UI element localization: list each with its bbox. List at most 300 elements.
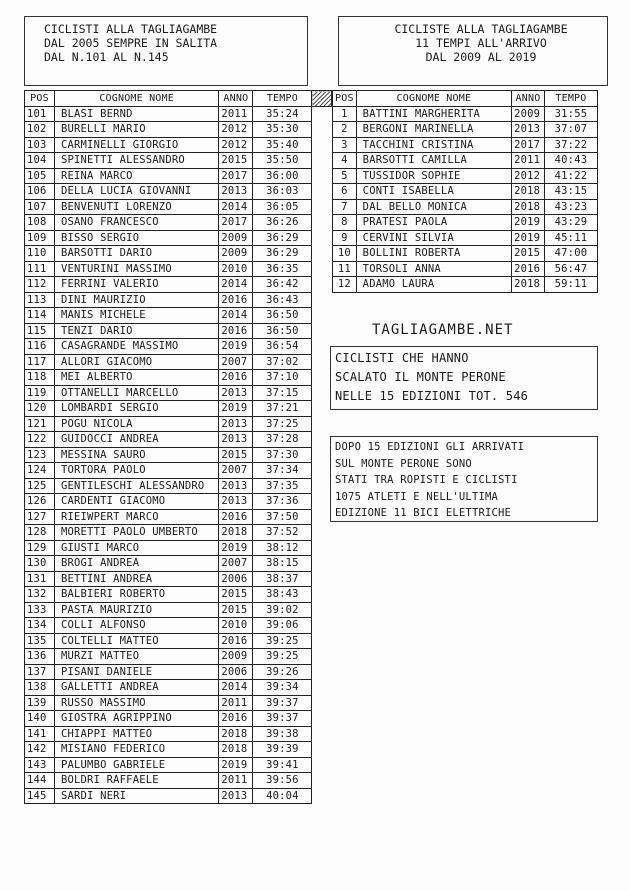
- row-name: PALUMBO GABRIELE: [54, 757, 218, 773]
- row-name: OSANO FRANCESCO: [54, 215, 218, 231]
- row-name: CARDENTI GIACOMO: [54, 494, 218, 510]
- perone-note-line: CICLISTI CHE HANNO: [335, 351, 469, 365]
- row-spacer: [312, 664, 332, 680]
- editions-note-line: EDIZIONE 11 BICI ELETTRICHE: [335, 507, 512, 519]
- row-name: TACCHINI CRISTINA: [356, 137, 511, 153]
- table-row: [25, 215, 332, 231]
- row-position: 118: [25, 370, 55, 386]
- row-spacer: [312, 711, 332, 727]
- row-position: 131: [25, 571, 55, 587]
- table-row: [25, 788, 332, 804]
- row-name: BARSOTTI CAMILLA: [356, 153, 511, 169]
- row-year: 2016: [219, 323, 253, 339]
- row-spacer: [312, 184, 332, 200]
- row-year: 2009: [219, 230, 253, 246]
- row-year: 2011: [512, 153, 545, 169]
- table-row: [333, 106, 598, 122]
- perone-note-line: SCALATO IL MONTE PERONE: [335, 370, 506, 384]
- row-time: 37:15: [253, 385, 312, 401]
- row-year: 2013: [219, 494, 253, 510]
- row-year: 2015: [219, 153, 253, 169]
- row-position: 113: [25, 292, 55, 308]
- row-time: 37:25: [253, 416, 312, 432]
- row-time: 35:40: [253, 137, 312, 153]
- table-header-row: [333, 91, 598, 107]
- row-spacer: [312, 168, 332, 184]
- table-row: [25, 199, 332, 215]
- row-spacer: [312, 292, 332, 308]
- row-spacer: [312, 277, 332, 293]
- row-time: 39:25: [253, 649, 312, 665]
- left-title-line: CICLISTI ALLA TAGLIAGAMBE: [44, 22, 218, 36]
- table-row: [333, 168, 598, 184]
- row-time: 36:26: [253, 215, 312, 231]
- row-time: 37:50: [253, 509, 312, 525]
- table-row: [333, 246, 598, 262]
- row-time: 36:43: [253, 292, 312, 308]
- row-year: 2018: [512, 277, 545, 293]
- row-time: 36:42: [253, 277, 312, 293]
- row-time: 47:00: [544, 246, 597, 262]
- row-position: 127: [25, 509, 55, 525]
- left-title-line: DAL 2005 SEMPRE IN SALITA: [44, 36, 218, 50]
- row-time: 39:39: [253, 742, 312, 758]
- row-name: ADAMO LAURA: [356, 277, 511, 293]
- row-time: 37:07: [544, 122, 597, 138]
- row-name: BOLLINI ROBERTA: [356, 246, 511, 262]
- table-row: [25, 385, 332, 401]
- row-position: 12: [333, 277, 357, 293]
- row-time: 45:11: [544, 230, 597, 246]
- row-time: 39:37: [253, 695, 312, 711]
- row-spacer: [312, 339, 332, 355]
- table-row: [25, 664, 332, 680]
- row-year: 2016: [219, 633, 253, 649]
- table-row: [25, 292, 332, 308]
- row-year: 2006: [219, 664, 253, 680]
- row-time: 38:15: [253, 556, 312, 572]
- row-name: DAL BELLO MONICA: [356, 199, 511, 215]
- row-year: 2014: [219, 199, 253, 215]
- right-title-line: CICLISTE ALLA TAGLIAGAMBE: [394, 22, 568, 36]
- row-time: 37:22: [544, 137, 597, 153]
- row-year: 2009: [219, 649, 253, 665]
- row-spacer: [312, 215, 332, 231]
- row-year: 2015: [219, 447, 253, 463]
- row-position: 141: [25, 726, 55, 742]
- row-spacer: [312, 230, 332, 246]
- row-time: 36:29: [253, 246, 312, 262]
- row-time: 35:24: [253, 106, 312, 122]
- table-row: [25, 106, 332, 122]
- row-name: GIOSTRA AGRIPPINO: [54, 711, 218, 727]
- table-row: [25, 509, 332, 525]
- editions-note-line: STATI TRA ROPISTI E CICLISTI: [335, 474, 518, 486]
- row-position: 122: [25, 432, 55, 448]
- row-position: 2: [333, 122, 357, 138]
- row-year: 2009: [512, 106, 545, 122]
- row-spacer: [312, 463, 332, 479]
- row-name: CERVINI SILVIA: [356, 230, 511, 246]
- row-position: 121: [25, 416, 55, 432]
- row-name: LOMBARDI SERGIO: [54, 401, 218, 417]
- row-year: 2013: [512, 122, 545, 138]
- row-time: 37:10: [253, 370, 312, 386]
- row-position: 134: [25, 618, 55, 634]
- row-position: 117: [25, 354, 55, 370]
- table-row: [25, 447, 332, 463]
- row-name: TENZI DARIO: [54, 323, 218, 339]
- row-year: 2012: [512, 168, 545, 184]
- row-year: 2019: [219, 540, 253, 556]
- row-name: CONTI ISABELLA: [356, 184, 511, 200]
- row-time: 40:04: [253, 788, 312, 804]
- row-name: TORSOLI ANNA: [356, 261, 511, 277]
- row-name: BATTINI MARGHERITA: [356, 106, 511, 122]
- row-position: 129: [25, 540, 55, 556]
- table-row: [25, 308, 332, 324]
- hatched-separator: [312, 91, 332, 107]
- row-position: 133: [25, 602, 55, 618]
- row-spacer: [312, 385, 332, 401]
- row-time: 37:02: [253, 354, 312, 370]
- table-row: [25, 277, 332, 293]
- women-table-body: [333, 106, 598, 292]
- row-year: 2013: [219, 416, 253, 432]
- row-spacer: [312, 587, 332, 603]
- row-spacer: [312, 122, 332, 138]
- row-spacer: [312, 261, 332, 277]
- table-row: [333, 215, 598, 231]
- row-time: 36:29: [253, 230, 312, 246]
- table-row: [25, 261, 332, 277]
- left-title: [44, 22, 314, 64]
- row-name: TUSSIDOR SOPHIE: [356, 168, 511, 184]
- row-name: TORTORA PAOLO: [54, 463, 218, 479]
- header-time: TEMPO: [253, 91, 312, 107]
- table-row: [25, 649, 332, 665]
- row-position: 135: [25, 633, 55, 649]
- row-position: 11: [333, 261, 357, 277]
- row-time: 41:22: [544, 168, 597, 184]
- row-position: 105: [25, 168, 55, 184]
- editions-note-box: [330, 436, 598, 522]
- row-position: 116: [25, 339, 55, 355]
- row-time: 36:05: [253, 199, 312, 215]
- header-year: ANNO: [219, 91, 253, 107]
- row-name: PRATESI PAOLA: [356, 215, 511, 231]
- table-row: [333, 199, 598, 215]
- men-table-body: [25, 106, 332, 804]
- row-spacer: [312, 137, 332, 153]
- row-year: 2013: [219, 432, 253, 448]
- row-time: 37:30: [253, 447, 312, 463]
- row-time: 40:43: [544, 153, 597, 169]
- table-row: [25, 153, 332, 169]
- row-name: DELLA LUCIA GIOVANNI: [54, 184, 218, 200]
- row-time: 43:29: [544, 215, 597, 231]
- row-position: 123: [25, 447, 55, 463]
- table-row: [25, 122, 332, 138]
- row-year: 2013: [219, 385, 253, 401]
- row-spacer: [312, 726, 332, 742]
- header-time: TEMPO: [544, 91, 597, 107]
- row-spacer: [312, 571, 332, 587]
- row-position: 114: [25, 308, 55, 324]
- row-spacer: [312, 525, 332, 541]
- table-row: [333, 230, 598, 246]
- row-spacer: [312, 370, 332, 386]
- row-time: 36:50: [253, 323, 312, 339]
- row-name: OTTANELLI MARCELLO: [54, 385, 218, 401]
- row-position: 126: [25, 494, 55, 510]
- table-row: [25, 680, 332, 696]
- row-position: 130: [25, 556, 55, 572]
- table-row: [25, 618, 332, 634]
- table-row: [25, 726, 332, 742]
- table-row: [25, 323, 332, 339]
- row-year: 2012: [219, 137, 253, 153]
- row-time: 37:52: [253, 525, 312, 541]
- row-year: 2013: [219, 478, 253, 494]
- table-row: [25, 540, 332, 556]
- row-name: COLLI ALFONSO: [54, 618, 218, 634]
- row-position: 139: [25, 695, 55, 711]
- row-spacer: [312, 106, 332, 122]
- row-year: 2017: [512, 137, 545, 153]
- row-time: 36:50: [253, 308, 312, 324]
- header-pos: POS: [333, 91, 357, 107]
- row-time: 43:15: [544, 184, 597, 200]
- row-year: 2009: [219, 246, 253, 262]
- row-position: 110: [25, 246, 55, 262]
- row-year: 2010: [219, 618, 253, 634]
- table-row: [25, 478, 332, 494]
- row-name: SARDI NERI: [54, 788, 218, 804]
- row-time: 39:56: [253, 773, 312, 789]
- table-row: [333, 122, 598, 138]
- row-spacer: [312, 695, 332, 711]
- row-name: POGU NICOLA: [54, 416, 218, 432]
- table-row: [25, 168, 332, 184]
- row-spacer: [312, 602, 332, 618]
- row-position: 136: [25, 649, 55, 665]
- row-position: 132: [25, 587, 55, 603]
- row-position: 115: [25, 323, 55, 339]
- row-time: 39:37: [253, 711, 312, 727]
- men-times-table: [24, 90, 332, 804]
- row-position: 7: [333, 199, 357, 215]
- row-position: 119: [25, 385, 55, 401]
- row-name: BROGI ANDREA: [54, 556, 218, 572]
- row-year: 2018: [219, 726, 253, 742]
- row-year: 2010: [219, 261, 253, 277]
- row-time: 35:30: [253, 122, 312, 138]
- table-row: [25, 354, 332, 370]
- row-name: COLTELLI MATTEO: [54, 633, 218, 649]
- perone-note-box: [330, 346, 598, 410]
- row-spacer: [312, 788, 332, 804]
- table-row: [25, 494, 332, 510]
- table-row: [25, 571, 332, 587]
- row-year: 2012: [219, 122, 253, 138]
- row-time: 39:26: [253, 664, 312, 680]
- row-time: 56:47: [544, 261, 597, 277]
- header-name: COGNOME NOME: [54, 91, 218, 107]
- row-name: BISSO SERGIO: [54, 230, 218, 246]
- row-name: SPINETTI ALESSANDRO: [54, 153, 218, 169]
- table-row: [25, 602, 332, 618]
- row-year: 2015: [512, 246, 545, 262]
- editions-note-line: 1075 ATLETI E NELL'ULTIMA: [335, 490, 499, 503]
- row-position: 144: [25, 773, 55, 789]
- table-row: [25, 773, 332, 789]
- row-year: 2016: [512, 261, 545, 277]
- table-row: [25, 339, 332, 355]
- row-year: 2015: [219, 587, 253, 603]
- row-time: 37:35: [253, 478, 312, 494]
- row-time: 37:34: [253, 463, 312, 479]
- women-times-table: [332, 90, 598, 293]
- row-position: 9: [333, 230, 357, 246]
- row-time: 38:12: [253, 540, 312, 556]
- row-spacer: [312, 556, 332, 572]
- row-name: BOLDRI RAFFAELE: [54, 773, 218, 789]
- row-name: RUSSO MASSIMO: [54, 695, 218, 711]
- table-row: [333, 184, 598, 200]
- editions-note-line: DOPO 15 EDIZIONI GLI ARRIVATI: [335, 441, 525, 453]
- row-spacer: [312, 432, 332, 448]
- table-row: [25, 137, 332, 153]
- row-time: 31:55: [544, 106, 597, 122]
- row-spacer: [312, 416, 332, 432]
- row-time: 39:25: [253, 633, 312, 649]
- row-time: 35:50: [253, 153, 312, 169]
- row-year: 2014: [219, 308, 253, 324]
- row-year: 2017: [219, 215, 253, 231]
- row-spacer: [312, 773, 332, 789]
- row-year: 2017: [219, 168, 253, 184]
- row-time: 36:03: [253, 184, 312, 200]
- row-position: 111: [25, 261, 55, 277]
- row-spacer: [312, 618, 332, 634]
- row-position: 104: [25, 153, 55, 169]
- row-spacer: [312, 323, 332, 339]
- table-row: [25, 587, 332, 603]
- row-position: 120: [25, 401, 55, 417]
- row-spacer: [312, 478, 332, 494]
- row-name: BURELLI MARIO: [54, 122, 218, 138]
- row-position: 124: [25, 463, 55, 479]
- header-name: COGNOME NOME: [356, 91, 511, 107]
- row-spacer: [312, 199, 332, 215]
- table-row: [333, 261, 598, 277]
- row-time: 39:38: [253, 726, 312, 742]
- row-name: MURZI MATTEO: [54, 649, 218, 665]
- row-spacer: [312, 540, 332, 556]
- row-time: 39:41: [253, 757, 312, 773]
- row-year: 2016: [219, 509, 253, 525]
- row-time: 59:11: [544, 277, 597, 293]
- row-position: 3: [333, 137, 357, 153]
- row-year: 2019: [219, 339, 253, 355]
- table-row: [25, 711, 332, 727]
- row-spacer: [312, 246, 332, 262]
- row-position: 106: [25, 184, 55, 200]
- row-time: 36:54: [253, 339, 312, 355]
- row-year: 2019: [512, 230, 545, 246]
- table-row: [25, 416, 332, 432]
- right-title-line: DAL 2009 AL 2019: [425, 50, 537, 64]
- right-title-line: 11 TEMPI ALL'ARRIVO: [415, 36, 547, 50]
- row-year: 2014: [219, 680, 253, 696]
- row-name: REINA MARCO: [54, 168, 218, 184]
- row-spacer: [312, 401, 332, 417]
- row-time: 38:43: [253, 587, 312, 603]
- row-name: BARSOTTI DARIO: [54, 246, 218, 262]
- row-position: 138: [25, 680, 55, 696]
- row-spacer: [312, 742, 332, 758]
- row-year: 2007: [219, 556, 253, 572]
- row-year: 2018: [219, 742, 253, 758]
- row-name: BLASI BERND: [54, 106, 218, 122]
- row-position: 128: [25, 525, 55, 541]
- table-row: [25, 230, 332, 246]
- row-name: BENVENUTI LORENZO: [54, 199, 218, 215]
- table-row: [25, 463, 332, 479]
- row-year: 2019: [219, 401, 253, 417]
- row-time: 39:02: [253, 602, 312, 618]
- row-spacer: [312, 680, 332, 696]
- row-spacer: [312, 494, 332, 510]
- row-name: MEI ALBERTO: [54, 370, 218, 386]
- row-year: 2018: [219, 525, 253, 541]
- row-year: 2019: [512, 215, 545, 231]
- row-year: 2016: [219, 370, 253, 386]
- row-position: 6: [333, 184, 357, 200]
- row-year: 2011: [219, 773, 253, 789]
- row-time: 39:06: [253, 618, 312, 634]
- row-name: GALLETTI ANDREA: [54, 680, 218, 696]
- row-name: GENTILESCHI ALESSANDRO: [54, 478, 218, 494]
- row-name: RIEIWPERT MARCO: [54, 509, 218, 525]
- table-row: [333, 277, 598, 293]
- row-spacer: [312, 447, 332, 463]
- editions-note-line: SUL MONTE PERONE SONO: [335, 457, 472, 470]
- table-row: [25, 401, 332, 417]
- row-time: 37:36: [253, 494, 312, 510]
- row-year: 2018: [512, 199, 545, 215]
- row-position: 103: [25, 137, 55, 153]
- row-name: ALLORI GIACOMO: [54, 354, 218, 370]
- row-year: 2015: [219, 602, 253, 618]
- row-name: CASAGRANDE MASSIMO: [54, 339, 218, 355]
- row-name: GUIDOCCI ANDREA: [54, 432, 218, 448]
- row-name: DINI MAURIZIO: [54, 292, 218, 308]
- row-year: 2007: [219, 463, 253, 479]
- row-spacer: [312, 509, 332, 525]
- table-row: [25, 370, 332, 386]
- header-year: ANNO: [512, 91, 545, 107]
- table-row: [25, 633, 332, 649]
- row-year: 2018: [512, 184, 545, 200]
- table-row: [25, 556, 332, 572]
- row-spacer: [312, 649, 332, 665]
- row-spacer: [312, 308, 332, 324]
- row-position: 4: [333, 153, 357, 169]
- row-time: 43:23: [544, 199, 597, 215]
- row-name: MANIS MICHELE: [54, 308, 218, 324]
